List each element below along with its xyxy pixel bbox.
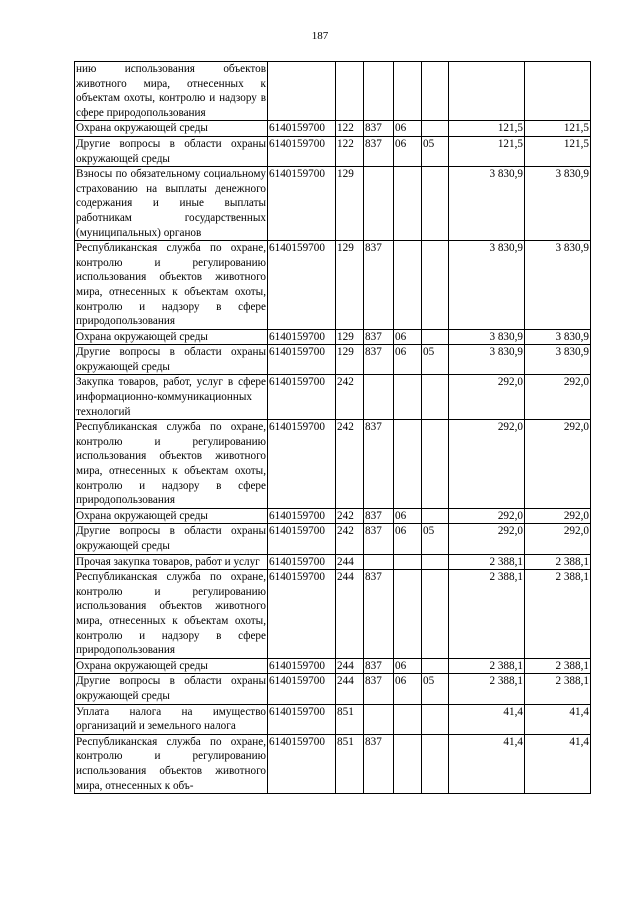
ministry-code-cell: 837 [364,136,394,166]
table-row [75,734,591,793]
table-row [75,121,591,137]
table-row [75,674,591,704]
ministry-code-cell [364,704,394,734]
expense-type-cell: 129 [336,345,364,375]
subsection-code-cell [422,508,449,524]
row-name-cell: Прочая закупка товаров, работ и услуг [75,554,268,570]
amount-total-cell: 2 388,1 [525,570,591,659]
amount-cell: 292,0 [449,420,525,509]
amount-cell: 121,5 [449,136,525,166]
row-name-cell: Республиканская служба по охране, контролю и регулированию использования объектов животного мира, отнесенных к объектам охоты, контролю и надзору в сфере природопользования [75,241,268,330]
amount-cell [449,62,525,121]
section-code-cell [394,375,422,420]
amount-cell: 41,4 [449,734,525,793]
amount-cell: 121,5 [449,121,525,137]
subsection-code-cell [422,658,449,674]
amount-total-cell: 292,0 [525,420,591,509]
amount-total-cell: 2 388,1 [525,674,591,704]
amount-cell: 2 388,1 [449,554,525,570]
target-code-cell: 6140159700 [268,241,336,330]
section-code-cell: 06 [394,329,422,345]
table-row [75,554,591,570]
subsection-code-cell [422,167,449,241]
section-code-cell: 06 [394,658,422,674]
expense-type-cell: 244 [336,554,364,570]
section-code-cell [394,554,422,570]
subsection-code-cell [422,734,449,793]
target-code-cell: 6140159700 [268,167,336,241]
subsection-code-cell [422,241,449,330]
section-code-cell: 06 [394,508,422,524]
target-code-cell [268,62,336,121]
ministry-code-cell [364,62,394,121]
section-code-cell: 06 [394,136,422,166]
ministry-code-cell [364,167,394,241]
expense-type-cell: 851 [336,734,364,793]
target-code-cell: 6140159700 [268,121,336,137]
amount-cell: 3 830,9 [449,329,525,345]
section-code-cell: 06 [394,674,422,704]
target-code-cell: 6140159700 [268,136,336,166]
row-name-cell: Охрана окружающей среды [75,508,268,524]
ministry-code-cell: 837 [364,241,394,330]
expense-type-cell [336,62,364,121]
target-code-cell: 6140159700 [268,658,336,674]
table-row [75,241,591,330]
ministry-code-cell: 837 [364,734,394,793]
amount-total-cell: 3 830,9 [525,241,591,330]
table-row [75,329,591,345]
subsection-code-cell [422,570,449,659]
amount-total-cell: 3 830,9 [525,167,591,241]
target-code-cell: 6140159700 [268,508,336,524]
subsection-code-cell [422,554,449,570]
row-name-cell: Другие вопросы в области охраны окружающей среды [75,345,268,375]
expense-type-cell: 242 [336,508,364,524]
target-code-cell: 6140159700 [268,570,336,659]
expense-type-cell: 242 [336,524,364,554]
expense-type-cell: 129 [336,329,364,345]
expense-type-cell: 122 [336,121,364,137]
row-name-cell: Охрана окружающей среды [75,329,268,345]
amount-total-cell: 292,0 [525,375,591,420]
ministry-code-cell: 837 [364,345,394,375]
target-code-cell: 6140159700 [268,420,336,509]
table-row [75,62,591,121]
subsection-code-cell [422,704,449,734]
amount-cell: 3 830,9 [449,167,525,241]
table-row [75,136,591,166]
row-name-cell: Республиканская служба по охране, контролю и регулированию использования объектов животного мира, отнесенных к объектам охоты, контролю и надзору в сфере природопользования [75,570,268,659]
amount-cell: 41,4 [449,704,525,734]
section-code-cell [394,241,422,330]
expense-type-cell: 851 [336,704,364,734]
expense-type-cell: 244 [336,658,364,674]
section-code-cell: 06 [394,524,422,554]
table-row [75,375,591,420]
amount-total-cell: 292,0 [525,524,591,554]
target-code-cell: 6140159700 [268,734,336,793]
row-name-cell: Республиканская служба по охране, контролю и регулированию использования объектов животного мира, отнесенных к объектам охоты, контролю и надзору в сфере природопользования [75,420,268,509]
table-row [75,524,591,554]
subsection-code-cell: 05 [422,136,449,166]
expense-type-cell: 129 [336,167,364,241]
table-body [75,62,591,794]
amount-cell: 3 830,9 [449,241,525,330]
target-code-cell: 6140159700 [268,524,336,554]
ministry-code-cell: 837 [364,329,394,345]
subsection-code-cell [422,375,449,420]
row-name-cell: нию использования объектов животного мира, отнесенных к объектам охоты, контролю и надзору в сфере природопользования [75,62,268,121]
expense-type-cell: 122 [336,136,364,166]
amount-total-cell: 3 830,9 [525,329,591,345]
target-code-cell: 6140159700 [268,345,336,375]
target-code-cell: 6140159700 [268,375,336,420]
section-code-cell: 06 [394,121,422,137]
section-code-cell [394,62,422,121]
ministry-code-cell: 837 [364,420,394,509]
amount-total-cell: 3 830,9 [525,345,591,375]
amount-total-cell [525,62,591,121]
amount-cell: 3 830,9 [449,345,525,375]
amount-total-cell: 121,5 [525,121,591,137]
amount-total-cell: 41,4 [525,704,591,734]
row-name-cell: Закупка товаров, работ, услуг в сфере информационно-коммуникационных технологий [75,375,268,420]
target-code-cell: 6140159700 [268,554,336,570]
amount-cell: 292,0 [449,524,525,554]
amount-total-cell: 292,0 [525,508,591,524]
row-name-cell: Другие вопросы в области охраны окружающей среды [75,524,268,554]
expense-type-cell: 129 [336,241,364,330]
amount-cell: 292,0 [449,508,525,524]
row-name-cell: Другие вопросы в области охраны окружающей среды [75,136,268,166]
expense-type-cell: 244 [336,570,364,659]
subsection-code-cell [422,420,449,509]
ministry-code-cell: 837 [364,674,394,704]
table-row [75,658,591,674]
ministry-code-cell: 837 [364,570,394,659]
target-code-cell: 6140159700 [268,329,336,345]
subsection-code-cell [422,121,449,137]
ministry-code-cell [364,375,394,420]
table-row [75,420,591,509]
amount-total-cell: 2 388,1 [525,554,591,570]
ministry-code-cell [364,554,394,570]
section-code-cell [394,734,422,793]
section-code-cell: 06 [394,345,422,375]
amount-cell: 292,0 [449,375,525,420]
budget-table [74,61,591,794]
section-code-cell [394,167,422,241]
table-row [75,167,591,241]
subsection-code-cell: 05 [422,345,449,375]
ministry-code-cell: 837 [364,658,394,674]
amount-total-cell: 2 388,1 [525,658,591,674]
row-name-cell: Уплата налога на имущество организаций и земельного налога [75,704,268,734]
expense-type-cell: 242 [336,375,364,420]
section-code-cell [394,570,422,659]
table-row [75,345,591,375]
row-name-cell: Охрана окружающей среды [75,658,268,674]
expense-type-cell: 242 [336,420,364,509]
page-number: 187 [311,30,329,42]
amount-cell: 2 388,1 [449,570,525,659]
amount-total-cell: 121,5 [525,136,591,166]
row-name-cell: Взносы по обязательному социальному страхованию на выплаты денежного содержания и иные выплаты работникам государственных (муниципальных) органов [75,167,268,241]
amount-total-cell: 41,4 [525,734,591,793]
row-name-cell: Другие вопросы в области охраны окружающей среды [75,674,268,704]
ministry-code-cell: 837 [364,121,394,137]
amount-cell: 2 388,1 [449,658,525,674]
table-row [75,508,591,524]
section-code-cell [394,704,422,734]
subsection-code-cell [422,329,449,345]
row-name-cell: Республиканская служба по охране, контролю и регулированию использования объектов животного мира, отнесенных к объ- [75,734,268,793]
subsection-code-cell: 05 [422,524,449,554]
target-code-cell: 6140159700 [268,674,336,704]
row-name-cell: Охрана окружающей среды [75,121,268,137]
target-code-cell: 6140159700 [268,704,336,734]
ministry-code-cell: 837 [364,508,394,524]
table-row [75,570,591,659]
expense-type-cell: 244 [336,674,364,704]
ministry-code-cell: 837 [364,524,394,554]
section-code-cell [394,420,422,509]
subsection-code-cell: 05 [422,674,449,704]
subsection-code-cell [422,62,449,121]
amount-cell: 2 388,1 [449,674,525,704]
table-row [75,704,591,734]
